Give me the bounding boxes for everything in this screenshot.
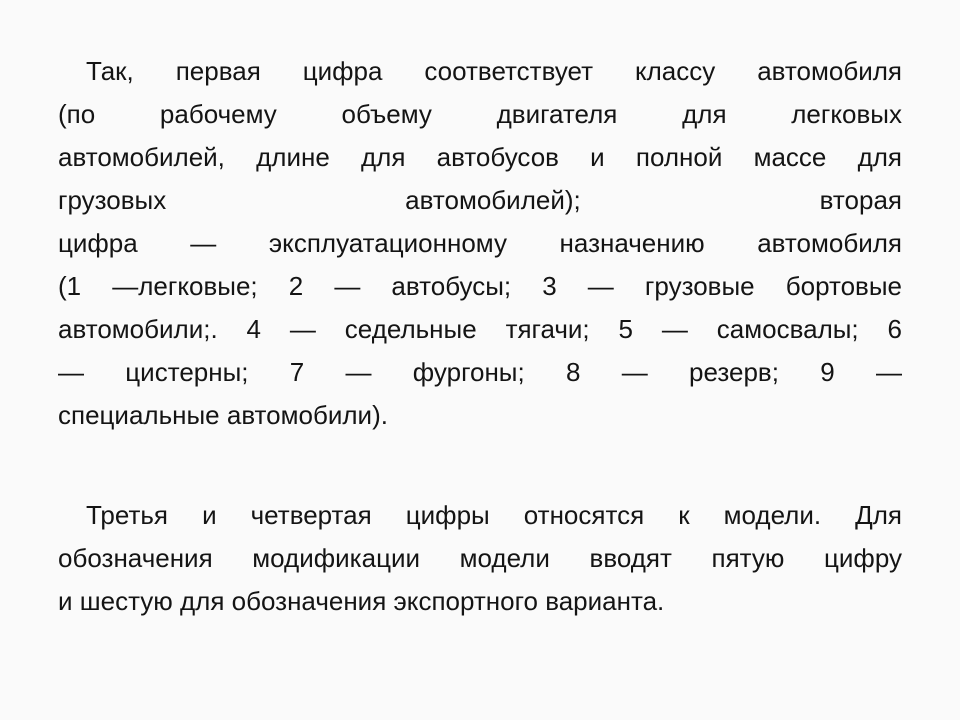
paragraph-line: цифра — эксплуатационному назначению автомобиля: [58, 228, 902, 258]
paragraph-line: — цистерны; 7 — фургоны; 8 — резерв; 9 —: [58, 357, 902, 387]
paragraph-line: специальные автомобили).: [58, 400, 388, 430]
paragraph-model-digits: [58, 494, 902, 623]
paragraph-line: автомобили;. 4 — седельные тягачи; 5 — самосвалы; 6: [58, 314, 902, 344]
paragraph-line: автомобилей, длине для автобусов и полной массе для: [58, 142, 902, 172]
paragraph-line: и шестую для обозначения экспортного варианта.: [58, 586, 665, 616]
paragraph-line: (по рабочему объему двигателя для легковых: [58, 99, 902, 129]
paragraph-vehicle-class-digits: [58, 50, 902, 437]
paragraph-line: (1 —легковые; 2 — автобусы; 3 — грузовые бортовые: [58, 271, 902, 301]
paragraph-line: Третья и четвертая цифры относятся к модели. Для: [86, 500, 902, 530]
paragraph-line: Так, первая цифра соответствует классу автомобиля: [86, 56, 902, 86]
paragraph-line: грузовых автомобилей); вторая: [58, 185, 902, 215]
paragraph-line: обозначения модификации модели вводят пятую цифру: [58, 543, 902, 573]
